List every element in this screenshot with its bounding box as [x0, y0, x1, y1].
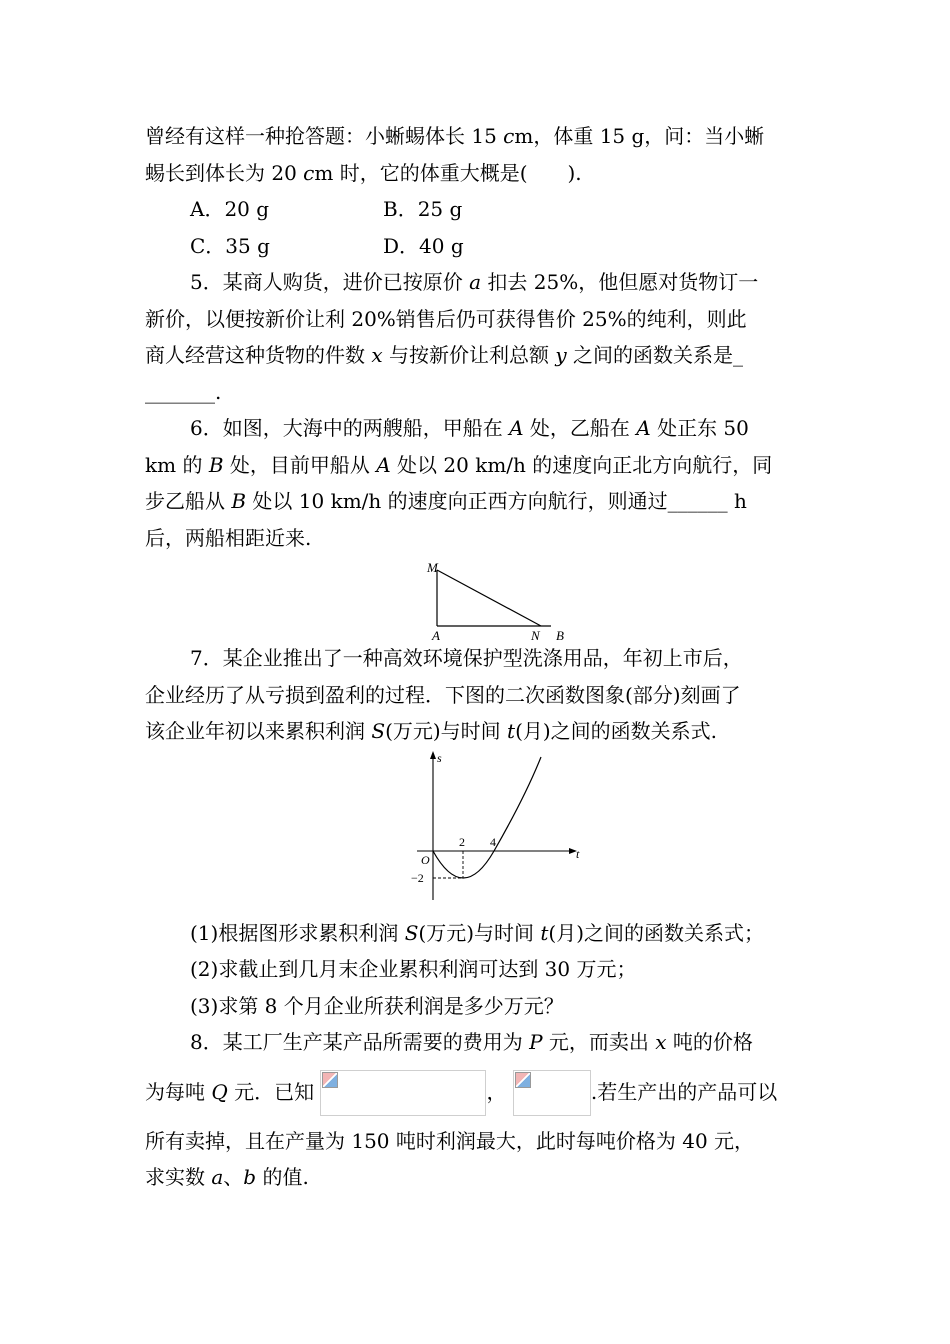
q7-line-3: [145, 713, 810, 750]
text-italic: a: [469, 270, 482, 294]
text: (月)之间的函数关系式.: [515, 719, 718, 743]
text: 扣去 25%，他但愿对货物订一: [481, 270, 759, 294]
text: km 的: [145, 452, 209, 477]
text-italic: a: [211, 1165, 224, 1189]
q7-part-3: (3)求第 8 个月企业所获利润是多少万元？: [190, 993, 564, 1018]
text: .若生产出的产品可以: [590, 1079, 778, 1104]
text: 、: [223, 1165, 244, 1189]
text-italic: t: [540, 920, 549, 945]
text: (1)根据图形求累积利润: [190, 920, 405, 945]
q8-line-2: [145, 1061, 810, 1123]
text: 6．如图，大海中的两艘船，甲船在: [190, 416, 510, 440]
text-italic: x: [371, 343, 383, 367]
text: m，体重 15 g，问：当小蜥: [514, 124, 765, 148]
text: 曾经有这样一种抢答题：小蜥蜴体长 15: [145, 124, 504, 148]
profit-graph-svg: [145, 750, 810, 915]
ships-diagram: [145, 556, 810, 640]
text: 与按新价让利总额: [382, 343, 556, 367]
q7-part-1: [145, 915, 810, 952]
formula-image-placeholder: [513, 1070, 591, 1116]
text: (月)之间的函数关系式；: [548, 920, 765, 945]
text: 元，而卖出: [542, 1030, 656, 1054]
tick-label-neg2: −2: [411, 870, 424, 885]
q4-options-row-2: [145, 228, 810, 265]
q8-line-4: [145, 1159, 810, 1196]
option-d: D．40 g: [383, 233, 464, 258]
text-italic: x: [655, 1030, 667, 1054]
text: 求实数: [145, 1165, 212, 1189]
text: 为每吨: [145, 1079, 212, 1104]
text: 商人经营这种货物的件数: [145, 343, 372, 367]
text: 之间的函数关系是_: [566, 343, 744, 367]
q7-line-1: 7．某企业推出了一种高效环境保护型洗涤用品，年初上市后，: [190, 646, 743, 670]
q4-options-row-1: [145, 191, 810, 228]
ships-diagram-svg: [145, 556, 810, 640]
text-italic: A: [509, 416, 524, 440]
text-italic: A: [376, 452, 391, 477]
label-n: N: [531, 628, 540, 640]
text: ，: [486, 1079, 507, 1104]
q6-line-3: [145, 483, 810, 520]
option-c: C．35 g: [190, 233, 270, 258]
q7-line-2: 企业经历了从亏损到盈利的过程．下图的二次函数图象(部分)刻画了: [145, 682, 741, 707]
text-italic: B: [208, 452, 224, 477]
text: 吨的价格: [666, 1030, 753, 1054]
label-a: A: [432, 628, 440, 640]
text: m 时，它的体重大概是( ).: [314, 160, 582, 185]
text: 处，目前甲船从: [223, 452, 377, 477]
text-italic: c: [503, 124, 515, 148]
formula-image-placeholder: [320, 1070, 486, 1116]
q5-line-1: [145, 264, 810, 301]
text: 8．某工厂生产某产品所需要的费用为: [190, 1030, 530, 1054]
text-italic: A: [636, 416, 651, 440]
option-b: B．25 g: [383, 197, 463, 221]
document-page: [145, 118, 810, 1196]
text-italic: S: [404, 920, 419, 945]
q5-line-4: _______.: [145, 379, 222, 404]
broken-image-icon: [515, 1072, 531, 1088]
text: 的值.: [256, 1165, 309, 1189]
q6-line-4: 后，两船相距近来.: [145, 525, 312, 550]
tick-label-4: 4: [490, 834, 496, 849]
profit-graph: [145, 750, 810, 915]
q8-line-3: 所有卖掉，且在产量为 150 吨时利润最大，此时每吨价格为 40 元，: [145, 1128, 755, 1153]
text-italic: Q: [211, 1079, 228, 1104]
axis-label-s: s: [437, 750, 442, 765]
label-m: M: [427, 560, 438, 575]
option-a: A．20 g: [190, 197, 270, 221]
q7-part-2: (2)求截止到几月末企业累积利润可达到 30 万元；: [190, 957, 637, 981]
text-italic: P: [529, 1030, 543, 1054]
q8-line-1: [145, 1024, 810, 1061]
text: 元．已知: [227, 1079, 315, 1104]
axis-label-t: t: [576, 846, 580, 861]
broken-image-icon: [322, 1072, 338, 1088]
text: 步乙船从: [145, 489, 232, 513]
segment-mn: [437, 570, 541, 626]
origin-label: O: [421, 852, 430, 867]
text: 蜴长到体长为 20: [145, 160, 304, 185]
text: (万元)与时间: [385, 719, 508, 743]
text: 5．某商人购货，进价已按原价: [190, 270, 470, 294]
q5-line-2: 新价，以便按新价让利 20%销售后仍可获得售价 25%的纯利，则此: [145, 306, 747, 331]
label-b: B: [556, 628, 564, 640]
s-axis-arrow: [430, 751, 436, 759]
text: 处，乙船在: [523, 416, 637, 440]
q6-line-2: [145, 447, 810, 484]
text: 处正东 50: [650, 416, 749, 440]
tick-label-2: 2: [459, 834, 465, 849]
text-italic: y: [555, 343, 567, 367]
text: 处以 20 km/h 的速度向正北方向航行，同: [390, 452, 773, 477]
text-italic: b: [243, 1165, 257, 1189]
parabola-curve: [433, 757, 541, 878]
text-italic: B: [231, 489, 247, 513]
text: 该企业年初以来累积利润: [145, 719, 372, 743]
text-italic: c: [303, 160, 315, 185]
q6-line-1: [145, 410, 810, 447]
q5-line-3: [145, 337, 810, 374]
q4-line-1: [145, 118, 810, 155]
text-italic: t: [507, 719, 516, 743]
text: 处以 10 km/h 的速度向正西方向航行，则通过______ h: [246, 489, 747, 513]
text-italic: S: [371, 719, 386, 743]
q4-line-2: [145, 155, 810, 192]
text: (万元)与时间: [418, 920, 541, 945]
